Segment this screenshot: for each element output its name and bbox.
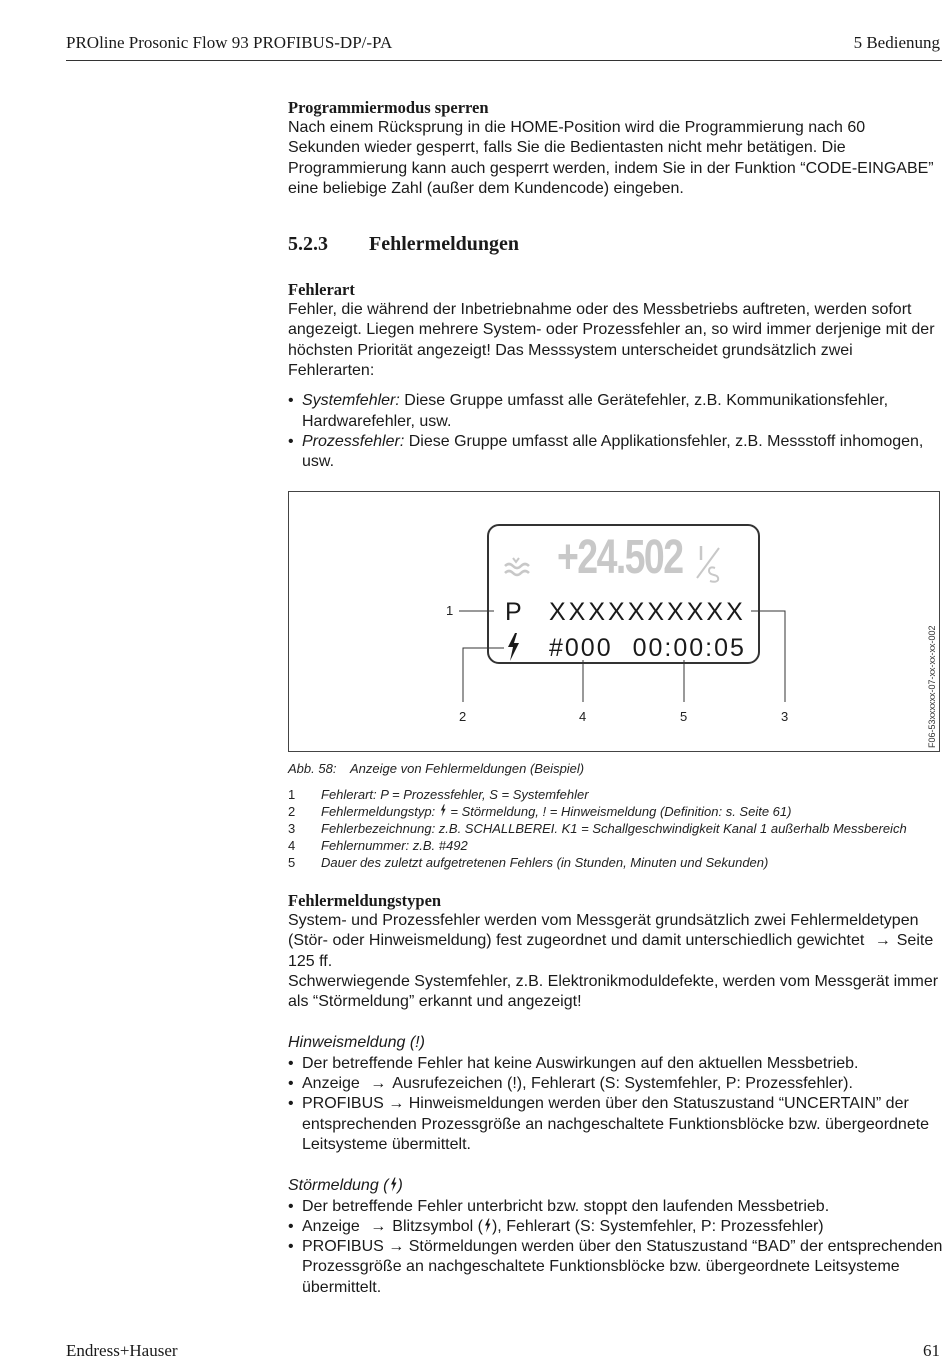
display-figure: [288, 491, 940, 752]
section-name: Fehlermeldungen: [369, 233, 519, 256]
list-text: Anzeige: [302, 1217, 360, 1235]
list-item: [288, 1217, 943, 1237]
list-text: Blitzsymbol (: [392, 1217, 483, 1235]
legend-row: [288, 820, 948, 837]
arrow-icon: →: [874, 932, 891, 950]
legend-number: 2: [288, 804, 296, 819]
callout-1: 1: [446, 603, 454, 618]
figure-caption: [288, 761, 584, 776]
legend-text: Fehlernummer: z.B. #492: [321, 838, 468, 853]
page-reference: Seite 125 ff.: [288, 932, 934, 970]
list-item: • Der betreffende Fehler hat keine Auswirkungen auf den aktuellen Messbetrieb.: [288, 1054, 943, 1074]
footer-brand: Endress+Hauser: [66, 1341, 178, 1360]
arrow-icon: →: [370, 1217, 387, 1235]
lock-heading: Programmiermodus sperren: [288, 98, 489, 117]
legend-text: Fehlerbezeichnung: z.B. SCHALLBEREI. K1 = Schallgeschwindigkeit Kanal 1 außerhalb Messbereich: [321, 821, 907, 836]
list-text: Ausrufezeichen (!), Fehlerart (S: Systemfehler, P: Prozessfehler).: [392, 1075, 853, 1093]
list-item: • Der betreffende Fehler unterbricht bzw. stoppt den laufenden Messbetrieb.: [288, 1197, 943, 1217]
types-text: System- und Prozessfehler werden vom Messgerät grundsätzlich zwei Fehlermeldetypen (Stör- oder Hinweismeldung) fest zugeordnet und damit unterschiedlich gewichtet: [288, 912, 919, 950]
heading-text: Störmeldung (: [288, 1177, 389, 1195]
caption-text: Anzeige von Fehlermeldungen (Beispiel): [350, 761, 585, 776]
arrow-icon: →: [370, 1075, 387, 1093]
error-designation: XXXXXXXXXX: [549, 598, 746, 626]
list-item: [288, 391, 940, 432]
error-duration: 00:00:05: [632, 634, 746, 662]
arrow-icon: →: [388, 1238, 405, 1256]
legend-number: 1: [288, 787, 296, 802]
lcd-line-2: [505, 632, 746, 663]
bullet-term: Systemfehler:: [302, 392, 400, 410]
error-number: #000: [549, 634, 613, 662]
list-text: Anzeige: [302, 1075, 360, 1093]
main-content: [288, 98, 940, 473]
legend-row: [288, 837, 948, 854]
arrow-icon: →: [388, 1095, 405, 1113]
lock-paragraph: Nach einem Rücksprung in die HOME-Position wird die Programmierung nach 60 Sekunden wieder gesperrt, falls Sie die Bedientasten nicht mehr betätigen. Die Programmierung kann auch gesperrt werden, indem Sie in der Funktion “CODE-EINGABE” eine beliebige Zahl (außer dem Kundencode) eingeben.: [288, 119, 934, 197]
list-text: Störmeldungen werden über den Statuszustand “BAD” der entsprechenden Prozessgröße an nachgeschaltete Funktionsblöcke bzw. übergeordnete Leitsysteme übermittelt.: [302, 1238, 943, 1296]
fehlerart-heading: Fehlerart: [288, 280, 355, 300]
section-number: 5.2.3: [288, 233, 328, 256]
list-item: [288, 1237, 943, 1298]
lcd-display: [487, 524, 760, 664]
unit-per-second-icon: [695, 540, 721, 584]
legend-number: 5: [288, 855, 296, 870]
callout-3: 3: [781, 709, 789, 724]
list-text: ), Fehlerart (S: Systemfehler, P: Prozessfehler): [491, 1217, 824, 1235]
callout-5: 5: [680, 709, 688, 724]
hinweis-heading: Hinweismeldung (!): [288, 1034, 425, 1052]
legend-text: = Störmeldung, ! = Hinweismeldung (Definition: s. Seite 61): [446, 804, 792, 819]
lcd-line-1: [505, 598, 746, 627]
hinweis-list: [288, 1054, 943, 1155]
types-paragraph-1: [288, 911, 943, 972]
legend-number: 3: [288, 821, 296, 836]
fehlerart-list: [288, 391, 940, 472]
flow-wave-icon: [501, 554, 531, 584]
list-text: PROFIBUS: [302, 1238, 384, 1256]
figure-legend: [288, 786, 948, 871]
lightning-icon: [389, 1177, 398, 1192]
error-types-content: [288, 891, 943, 1298]
lightning-icon: [483, 1218, 492, 1233]
legend-number: 4: [288, 838, 296, 853]
bullet-text: Diese Gruppe umfasst alle Gerätefehler, z.B. Kommunikationsfehler, Hardwarefehler, usw.: [302, 392, 889, 430]
list-text: PROFIBUS: [302, 1095, 384, 1113]
list-item: [288, 1074, 943, 1094]
fehlerart-paragraph: Fehler, die während der Inbetriebnahme oder des Messbetriebs auftreten, werden sofort angezeigt. Liegen mehrere System- oder Prozessfehler an, so wird immer derjenige mit der höchsten Priorität angezeigt! Das Messsystem unterscheidet grundsätzlich zwei Fehlerarten:: [288, 301, 935, 380]
callout-4: 4: [579, 709, 587, 724]
bullet-term: Prozessfehler:: [302, 432, 405, 450]
types-paragraph-2: Schwerwiegende Systemfehler, z.B. Elektronikmoduldefekte, werden vom Messgerät immer als “Störmeldung” erkannt und angezeigt!: [288, 972, 939, 1011]
legend-text: Dauer des zuletzt aufgetretenen Fehlers (in Stunden, Minuten und Sekunden): [321, 855, 769, 870]
page-number: 61: [923, 1341, 940, 1360]
list-text: Hinweismeldungen werden über den Statuszustand “UNCERTAIN” der entsprechenden Prozessgröße an nachgeschaltete Funktionsblöcke bzw. übergeordnete Leitsysteme übermittelt.: [302, 1095, 930, 1153]
legend-text: Fehlerart: P = Prozessfehler, S = Systemfehler: [321, 787, 589, 802]
section-title: [288, 232, 940, 256]
legend-row: [288, 803, 948, 820]
caption-label: Abb. 58:: [288, 761, 337, 776]
list-item: [288, 1094, 943, 1155]
bullet-text: Diese Gruppe umfasst alle Applikationsfehler, z.B. Messstoff inhomogen, usw.: [302, 432, 924, 471]
stoer-heading: [288, 1176, 943, 1196]
header-rule: [66, 60, 942, 61]
figure-reference: F06-53xxxxxx-07-xx-xx-xx-002: [927, 625, 937, 748]
lightning-icon: [439, 804, 447, 817]
legend-text: Fehlermeldungstyp:: [321, 804, 439, 819]
types-heading: Fehlermeldungstypen: [288, 891, 442, 910]
list-item: [288, 432, 940, 473]
header-chapter: 5 Bedienung: [853, 33, 940, 52]
header-title: PROline Prosonic Flow 93 PROFIBUS-DP/-PA: [66, 33, 393, 52]
lightning-icon: [505, 632, 549, 663]
lcd-main-value: +24.502: [557, 531, 683, 584]
legend-row: [288, 854, 948, 871]
heading-text: ): [397, 1177, 403, 1195]
callout-2: 2: [459, 709, 467, 724]
error-type: P: [505, 598, 525, 626]
legend-row: [288, 786, 948, 803]
stoer-list: [288, 1197, 943, 1298]
